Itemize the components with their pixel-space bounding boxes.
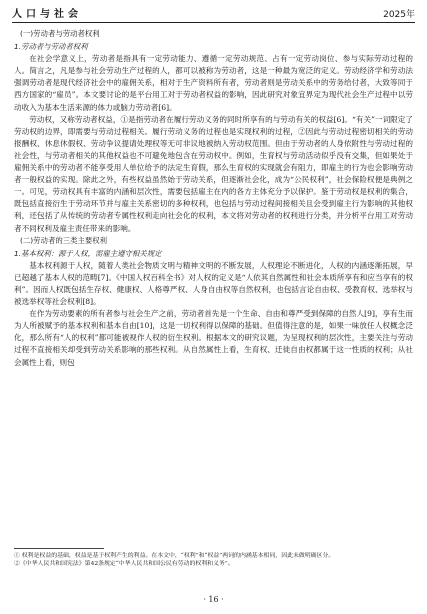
footnotes	[14, 552, 413, 569]
footnote-rule	[14, 548, 104, 549]
paragraph-human-rights: 基本权利源于人权，随着人类社会物质文明与精神文明的不断发展，人权理论不断进化，人权的内涵逐渐拓展，早已超越了基本人权的范畴[7]。《中国人权百科全书》对人权的定义是“人依其自然属性和社会本质所享有和应当享有的权利”。因而人权既包括生存权、健康权、人格尊严权、人身自由权等自然权利，也包括言论自由权、受教育权、选举权与被选举权等社会权利[8]。	[14, 260, 413, 307]
page-number: · 16 ·	[203, 595, 224, 604]
section-heading-1: (一)劳动者与劳动者权利	[20, 29, 100, 38]
article-body	[14, 28, 413, 369]
footnote-2: ②《中华人民共和国宪法》第42条规定“中华人民共和国公民有劳动的权利和义务”。	[14, 561, 234, 568]
subsection-heading-1: 1.劳动者与劳动者权利	[14, 42, 88, 52]
header-rule	[12, 22, 415, 23]
paragraph-labor-rights: 劳动权，又称劳动者权益，①是指劳动者在履行劳动义务的同时所享有的与劳动有关的权益[6]。“有关”一词限定了劳动权的边界，即需要与劳动过程相关。履行劳动义务的过程也是实现权利的过程，②因此与劳动过程密切相关的劳动报酬权、休息休假权、劳动争议提请处理权等无可非议地被纳入劳动权范围。但由于劳动者的人身依附性与劳动过程的社会性，与劳动者相关的其他权益也不可避免地包含在劳动权中。例如，生育权与劳动活动似乎没有交集，但如果处于雇佣关系中的劳动者不能享受用人单位给予的法定生育假，那么生育权的实现就会有阻力，即雇主的行为也会影响劳动者一般权益的实现。除此之外，有些权益虽然始于劳动关系，但逐渐社会化，成为“公民权利”，社会保险权便是典例之一。可见，劳动权具有丰富的内涵和层次性，需要包括雇主在内的各方主体充分予以保护。鉴于劳动权是权利的集合，既包括直接衍生于劳动环节并与雇主关系密切的多种权利，也包括与劳动过程间接相关且会受到雇主行为影响的其他权利，还包括了从传统的劳动者专属性权利走向社会化的权利，本文将对劳动者的权利进行分类，并分析平台用工对劳动者不同权利及雇主责任带来的影响。	[14, 114, 413, 233]
subsection-heading-2: 1.基本权利：源于人权，需雇主遵守相关规定	[14, 248, 162, 258]
footnote-1: ① 权利是权益的基础，权益是基于权利产生的利益。在本文中，“权利”和“权益”两词的内涵基本相同，因此未做明确区分。	[14, 553, 335, 559]
paragraph-natural-person: 在作为劳动要素的所有者参与社会生产之前，劳动者首先是一个生命、自由和尊严受到保障的自然人[9]，享有生而为人所被赋予的基本权利和基本自由[10]，这是一切权利得以保障的基础。但值得注意的是，如果一味放任人权概念泛化，那么所有“人的权利”都可能被视作人权的衍生权利。根据本文的研究议题，为呈现权利的层次性，主要关注与劳动过程不直接相关却受到劳动关系影响的那些权利。从自然属性上看，生育权、迁徙自由权都属于这一性质的权利；从社会属性上看，则包	[14, 309, 413, 367]
issue-year: 2025年	[383, 10, 415, 20]
running-header	[12, 6, 415, 20]
journal-title: 人口与社会	[12, 9, 82, 20]
section-heading-2: (二)劳动者的三类主要权利	[20, 235, 108, 245]
paragraph-laborer-definition: 在社会学意义上，劳动者是指具有一定劳动能力、遵循一定劳动规范、占有一定劳动岗位、参与实际劳动过程的人。简言之，凡是参与社会劳动生产过程的人，都可以被称为劳动者，这是一种最为宽泛的定义。劳动经济学和劳动法强调劳动者是现代经济社会中的雇佣关系，相对于生产资料所有者，劳动者则是劳动关系中的劳务给付者，大致等同于西方国家的“雇员”。本文要讨论的是平台用工对于劳动者权益的影响，因此研究对象宜界定为现代社会生产过程中以劳动收入为基本生活来源的体力或脑力劳动者[6]。	[14, 54, 413, 112]
